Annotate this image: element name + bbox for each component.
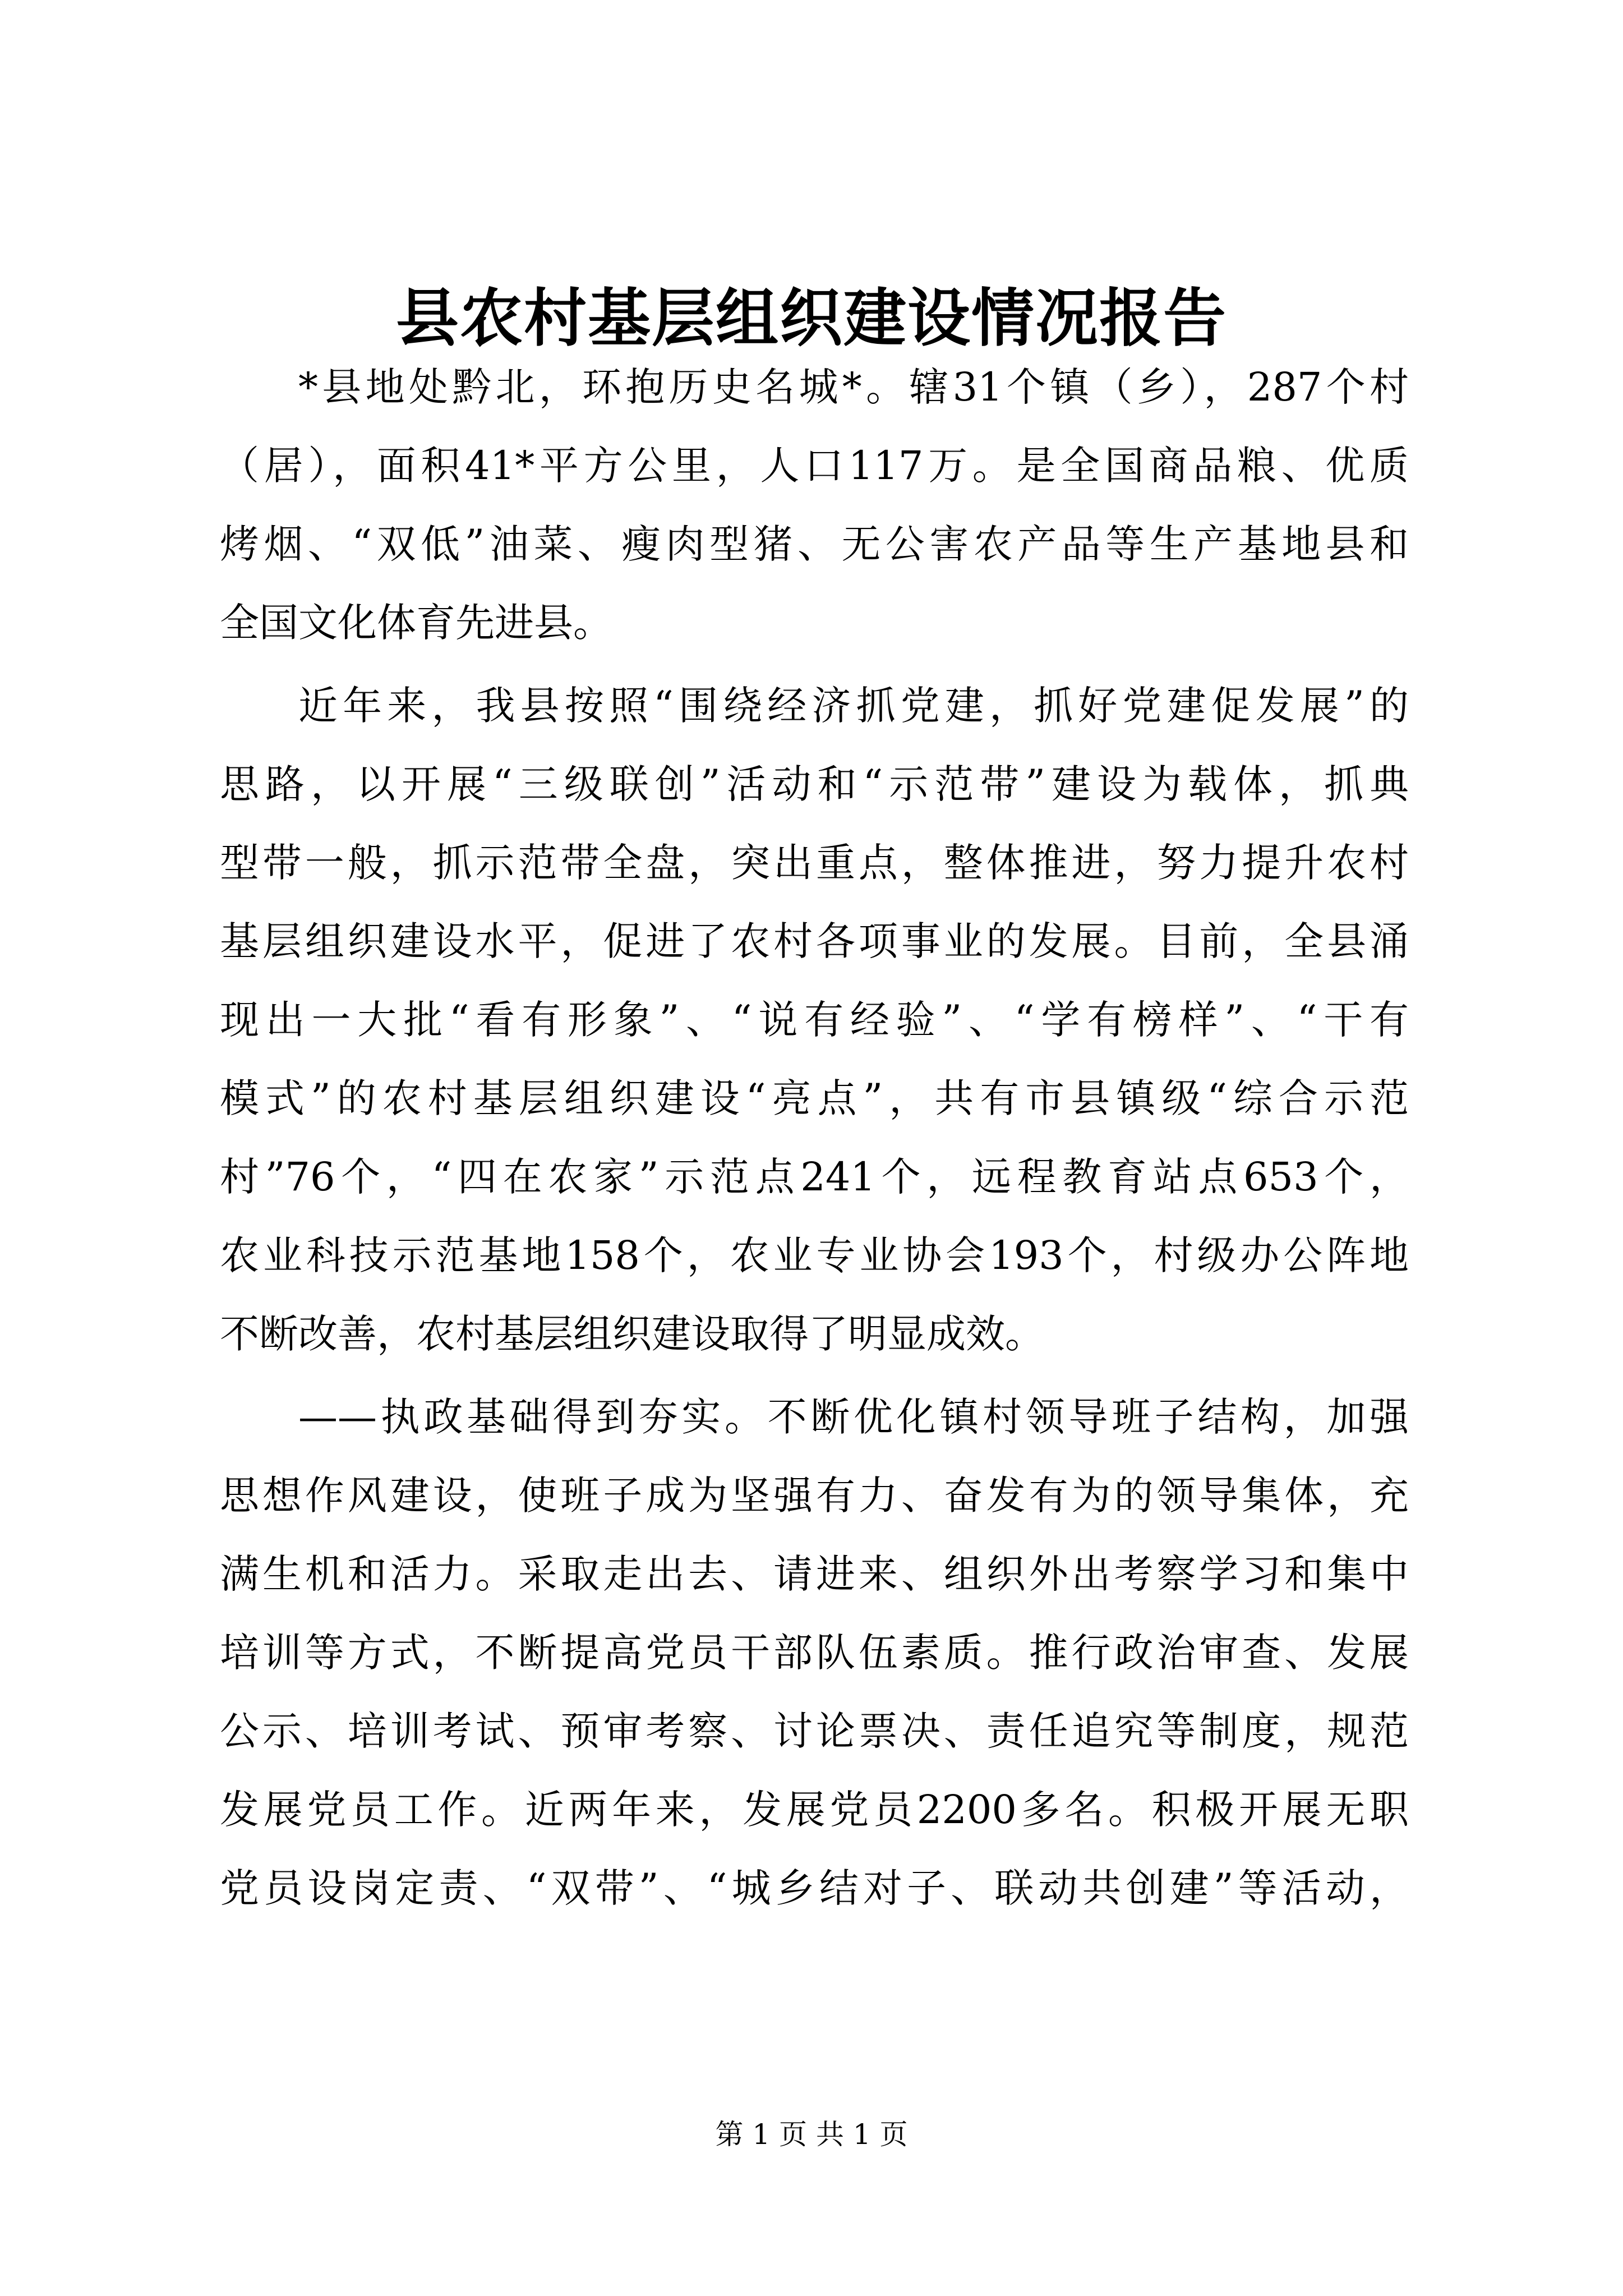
body-line: 公示、培训考试、预审考察、讨论票决、责任追究等制度，规范 bbox=[220, 1708, 1409, 1754]
body-line: 思路，以开展“三级联创”活动和“示范带”建设为载体，抓典 bbox=[220, 761, 1409, 807]
body-line: *县地处黔北，环抱历史名城*。辖31个镇（乡），287个村 bbox=[298, 364, 1409, 410]
body-line: 村”76个，“四在农家”示范点241个，远程教育站点653个， bbox=[220, 1154, 1409, 1200]
page-number-footer: 第 1 页 共 1 页 bbox=[715, 2118, 908, 2151]
body-line: 思想作风建设，使班子成为坚强有力、奋发有为的领导集体，充 bbox=[220, 1473, 1409, 1519]
body-line: 烤烟、“双低”油菜、瘦肉型猪、无公害农产品等生产基地县和 bbox=[220, 521, 1409, 567]
body-line: （居），面积41*平方公里，人口117万。是全国商品粮、优质 bbox=[220, 443, 1409, 489]
body-line: 全国文化体育先进县。 bbox=[220, 600, 612, 646]
body-line: ——执政基础得到夯实。不断优化镇村领导班子结构，加强 bbox=[298, 1394, 1409, 1440]
body-line: 模式”的农村基层组织建设“亮点”，共有市县镇级“综合示范 bbox=[220, 1075, 1409, 1121]
body-line: 满生机和活力。采取走出去、请进来、组织外出考察学习和集中 bbox=[220, 1551, 1409, 1597]
body-line: 近年来，我县按照“围绕经济抓党建，抓好党建促发展”的 bbox=[298, 683, 1409, 729]
body-line: 培训等方式，不断提高党员干部队伍素质。推行政治审查、发展 bbox=[220, 1630, 1409, 1676]
body-line: 型带一般，抓示范带全盘，突出重点，整体推进，努力提升农村 bbox=[220, 840, 1409, 886]
body-line: 基层组织建设水平，促进了农村各项事业的发展。目前，全县涌 bbox=[220, 918, 1409, 964]
body-line: 现出一大批“看有形象”、“说有经验”、“学有榜样”、“干有 bbox=[220, 997, 1409, 1043]
body-line: 党员设岗定责、“双带”、“城乡结对子、联动共创建”等活动， bbox=[220, 1865, 1409, 1911]
body-line: 农业科技示范基地158个，农业专业协会193个，村级办公阵地 bbox=[220, 1232, 1409, 1278]
body-line: 发展党员工作。近两年来，发展党员2200多名。积极开展无职 bbox=[220, 1787, 1409, 1833]
body-line: 不断改善，农村基层组织建设取得了明显成效。 bbox=[220, 1311, 1044, 1357]
document-title: 县农村基层组织建设情况报告 bbox=[396, 282, 1227, 355]
